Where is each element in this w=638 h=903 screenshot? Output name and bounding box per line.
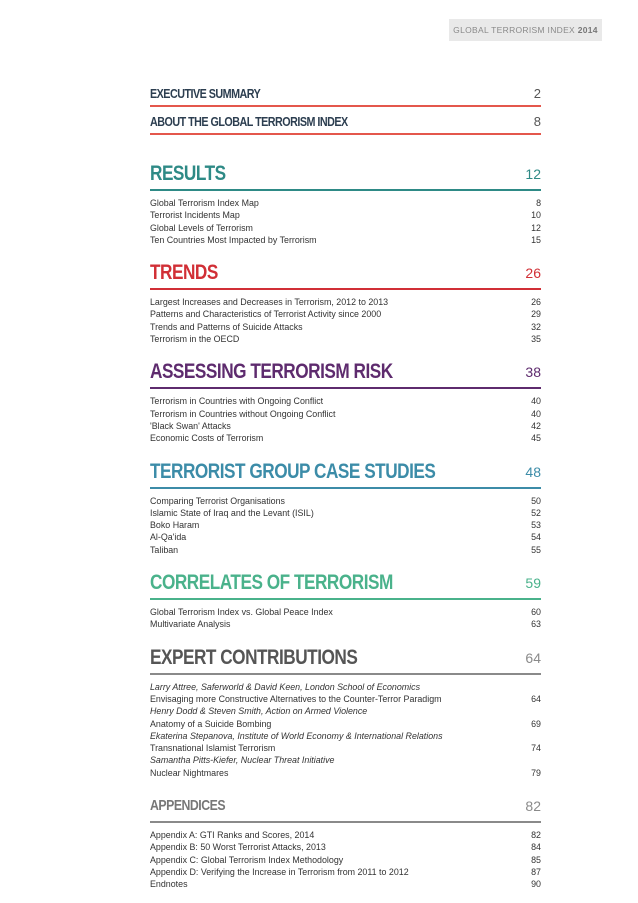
entry-page: 74 <box>531 743 541 754</box>
entry-label: Economic Costs of Terrorism <box>150 433 264 444</box>
section-rule <box>150 133 541 135</box>
entry-list <box>150 829 541 890</box>
toc-entry[interactable] <box>150 544 541 556</box>
toc-entry[interactable] <box>150 519 541 531</box>
section-title: APPENDICES <box>150 797 226 815</box>
toc-entry[interactable] <box>150 333 541 345</box>
toc-entry[interactable] <box>150 321 541 333</box>
entry-page: 85 <box>531 854 541 865</box>
toc-entry[interactable] <box>150 197 541 209</box>
section-appendices[interactable] <box>150 795 541 890</box>
toc-entry[interactable] <box>150 531 541 543</box>
entry-page: 79 <box>531 767 541 778</box>
entry-page: 69 <box>531 718 541 729</box>
entry-author: Samantha Pitts-Kiefer, Nuclear Threat Initiative <box>150 755 335 766</box>
toc-entry[interactable] <box>150 606 541 618</box>
entry-list <box>150 197 541 246</box>
section-results[interactable] <box>150 163 541 246</box>
entry-label: Terrorism in Countries without Ongoing Conflict <box>150 408 336 419</box>
entry-page: 29 <box>531 309 541 320</box>
entry-page: 63 <box>531 619 541 630</box>
toc-entry[interactable] <box>150 742 541 754</box>
section-page: 8 <box>533 114 541 129</box>
section-rule <box>150 189 541 191</box>
toc-entry[interactable] <box>150 432 541 444</box>
section-page: 48 <box>525 463 541 480</box>
entry-page: 53 <box>531 520 541 531</box>
entry-list <box>150 296 541 345</box>
entry-label: 'Black Swan' Attacks <box>150 420 231 431</box>
toc-entry[interactable] <box>150 209 541 221</box>
section-page: 2 <box>533 86 541 101</box>
entry-page: 52 <box>531 507 541 518</box>
entry-label: Global Terrorism Index Map <box>150 198 259 208</box>
section-title: EXPERT CONTRIBUTIONS <box>150 645 358 669</box>
section-heading <box>150 361 541 383</box>
section-expert-contributions[interactable] <box>150 647 541 779</box>
entry-page: 60 <box>531 607 541 618</box>
toc-entry[interactable] <box>150 507 541 519</box>
section-rule <box>150 105 541 107</box>
entry-page: 84 <box>531 842 541 853</box>
section-heading <box>150 572 541 594</box>
section-title: TRENDS <box>150 261 218 285</box>
section-rule <box>150 387 541 389</box>
toc-entry[interactable] <box>150 296 541 308</box>
toc-entry[interactable] <box>150 841 541 853</box>
section-page: 59 <box>525 575 541 592</box>
entry-page: 40 <box>531 408 541 419</box>
entry-label: Boko Haram <box>150 520 200 531</box>
entry-page: 26 <box>531 297 541 308</box>
entry-author: Larry Attree, Saferworld & David Keen, London School of Economics <box>150 681 421 692</box>
table-of-contents <box>150 86 541 891</box>
entry-page: 50 <box>531 495 541 506</box>
toc-entry[interactable] <box>150 408 541 420</box>
entry-label: Multivariate Analysis <box>150 619 231 630</box>
section-about[interactable] <box>150 114 541 135</box>
entry-page: 40 <box>531 396 541 407</box>
entry-page: 12 <box>531 222 541 233</box>
section-rule <box>150 673 541 675</box>
entry-label: Anatomy of a Suicide Bombing <box>150 718 272 729</box>
entry-label: Ten Countries Most Impacted by Terrorism <box>150 234 317 245</box>
section-rule <box>150 821 541 823</box>
entry-page: 32 <box>531 321 541 332</box>
section-title: TERRORIST GROUP CASE STUDIES <box>150 459 436 483</box>
entry-label: Islamic State of Iraq and the Levant (ISIL) <box>150 507 314 518</box>
entry-label: Comparing Terrorist Organisations <box>150 495 285 506</box>
toc-entry[interactable] <box>150 234 541 246</box>
entry-label: Envisaging more Constructive Alternatives to the Counter-Terror Paradigm <box>150 693 442 704</box>
entry-label: Global Terrorism Index vs. Global Peace Index <box>150 607 333 618</box>
section-rule <box>150 288 541 290</box>
section-title: EXECUTIVE SUMMARY <box>150 87 261 101</box>
entry-label: Al-Qa'ida <box>150 532 187 543</box>
section-executive-summary[interactable] <box>150 86 541 107</box>
entry-list <box>150 606 541 631</box>
section-heading <box>150 461 541 483</box>
entry-author: Ekaterina Stepanova, Institute of World Economy & International Relations <box>150 730 443 741</box>
section-page: 12 <box>525 166 541 182</box>
entry-label: Appendix A: GTI Ranks and Scores, 2014 <box>150 830 315 841</box>
toc-entry[interactable] <box>150 222 541 234</box>
entry-page: 82 <box>531 830 541 841</box>
header-title: GLOBAL TERRORISM INDEX <box>453 25 576 35</box>
entry-page: 15 <box>531 234 541 245</box>
section-page: 26 <box>525 265 541 282</box>
toc-entry[interactable] <box>150 618 541 630</box>
entry-label: Appendix D: Verifying the Increase in Terrorism from 2011 to 2012 <box>150 866 409 877</box>
entry-list <box>150 495 541 556</box>
entry-page: 8 <box>536 198 541 208</box>
toc-entry[interactable] <box>150 495 541 507</box>
section-heading <box>150 114 541 129</box>
entry-page: 10 <box>531 210 541 221</box>
entry-page: 90 <box>531 879 541 890</box>
section-page: 38 <box>525 364 541 381</box>
entry-page: 55 <box>531 544 541 555</box>
entry-list <box>150 395 541 444</box>
toc-entry[interactable] <box>150 878 541 890</box>
toc-entry[interactable] <box>150 308 541 320</box>
entry-label: Taliban <box>150 544 179 555</box>
entry-label: Global Levels of Terrorism <box>150 222 253 233</box>
entry-page: 87 <box>531 866 541 877</box>
entry-label: Terrorist Incidents Map <box>150 210 240 221</box>
toc-entry[interactable] <box>150 718 541 730</box>
toc-entry[interactable] <box>150 854 541 866</box>
entry-label: Endnotes <box>150 879 188 890</box>
section-correlates[interactable] <box>150 572 541 631</box>
section-title: ABOUT THE GLOBAL TERRORISM INDEX <box>150 115 348 129</box>
entry-page: 45 <box>531 433 541 444</box>
section-page: 64 <box>525 649 541 666</box>
entry-page: 64 <box>531 693 541 704</box>
entry-list <box>150 681 541 779</box>
section-title: ASSESSING TERRORISM RISK <box>150 360 393 384</box>
entry-label: Terrorism in Countries with Ongoing Conflict <box>150 396 324 407</box>
toc-entry[interactable] <box>150 829 541 841</box>
entry-label: Largest Increases and Decreases in Terrorism, 2012 to 2013 <box>150 297 389 308</box>
running-header <box>449 19 602 41</box>
section-title: CORRELATES OF TERRORISM <box>150 571 393 595</box>
section-rule <box>150 487 541 489</box>
entry-label: Nuclear Nightmares <box>150 767 229 778</box>
entry-label: Appendix B: 50 Worst Terrorist Attacks, 2013 <box>150 842 326 853</box>
entry-page: 35 <box>531 334 541 345</box>
entry-author: Henry Dodd & Steven Smith, Action on Armed Violence <box>150 706 368 717</box>
section-heading <box>150 163 541 185</box>
toc-entry[interactable] <box>150 693 541 705</box>
section-heading <box>150 86 541 101</box>
entry-label: Terrorism in the OECD <box>150 334 240 345</box>
section-assessing-risk[interactable] <box>150 361 541 444</box>
entry-label: Patterns and Characteristics of Terrorist Activity since 2000 <box>150 309 382 320</box>
section-heading <box>150 262 541 284</box>
toc-entry[interactable] <box>150 767 541 779</box>
section-trends[interactable] <box>150 262 541 345</box>
section-heading <box>150 647 541 669</box>
section-page: 82 <box>525 798 541 815</box>
entry-page: 42 <box>531 420 541 431</box>
section-rule <box>150 598 541 600</box>
entry-label: Trends and Patterns of Suicide Attacks <box>150 321 303 332</box>
toc-entry[interactable] <box>150 866 541 878</box>
section-heading <box>150 795 541 817</box>
header-year: 2014 <box>577 25 598 35</box>
entry-page: 54 <box>531 532 541 543</box>
toc-entry[interactable] <box>150 420 541 432</box>
entry-label: Transnational Islamist Terrorism <box>150 743 276 754</box>
section-title: RESULTS <box>150 162 226 185</box>
toc-entry[interactable] <box>150 395 541 407</box>
section-group-case-studies[interactable] <box>150 461 541 556</box>
entry-label: Appendix C: Global Terrorism Index Methodology <box>150 854 344 865</box>
